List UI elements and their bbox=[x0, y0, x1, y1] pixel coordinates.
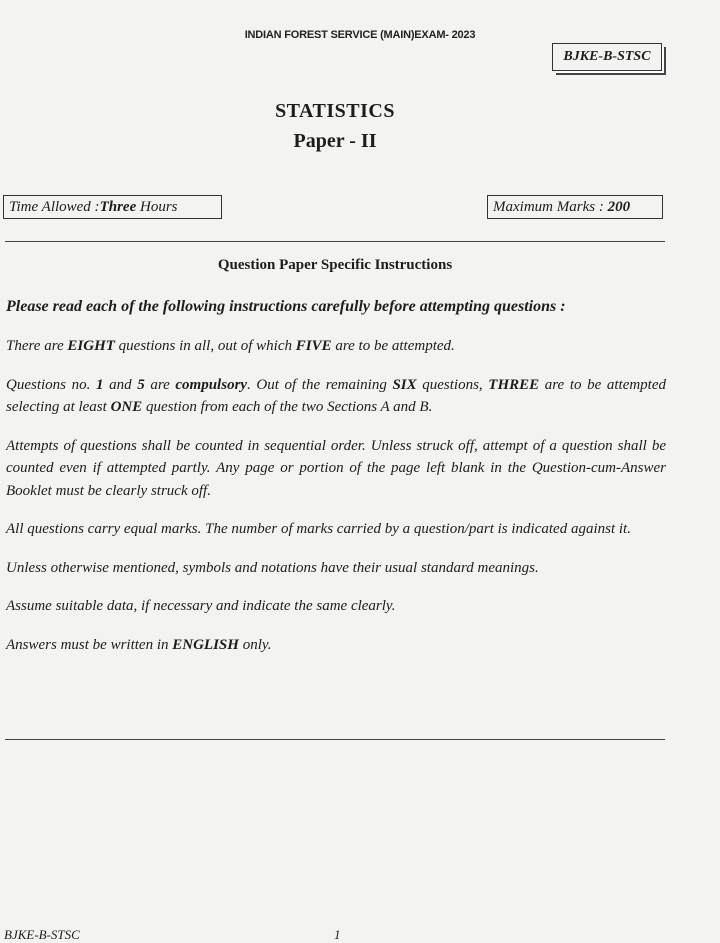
time-unit: Hours bbox=[136, 198, 178, 215]
marks-label: Maximum Marks : bbox=[493, 198, 608, 215]
divider-bottom bbox=[5, 739, 665, 740]
footer-booklet-code: BJKE-B-STSC bbox=[4, 927, 80, 942]
instruction-suitable-data: Assume suitable data, if necessary and indicate the same clearly. bbox=[6, 598, 396, 614]
instructions-list bbox=[6, 294, 666, 672]
divider-top bbox=[5, 241, 665, 242]
time-value: Three bbox=[99, 198, 137, 215]
footer-page-number: 1 bbox=[334, 927, 341, 942]
instructions-lead: Please read each of the following instructions carefully before attempting questions : bbox=[6, 298, 566, 315]
time-allowed-box bbox=[3, 195, 222, 219]
instruction-question-count: There are EIGHT questions in all, out of which FIVE are to be attempted. bbox=[6, 338, 455, 354]
instructions-heading: Question Paper Specific Instructions bbox=[217, 257, 453, 273]
subject-title: STATISTICS bbox=[275, 100, 395, 122]
exam-name-header: INDIAN FOREST SERVICE (MAIN)EXAM- 2023 bbox=[244, 29, 476, 41]
instruction-compulsory: Questions no. 1 and 5 are compulsory. Out of the remaining SIX questions, THREE are to be attempted selecting at least ONE question from each of the two Sections A and B. bbox=[6, 376, 667, 415]
instruction-notations: Unless otherwise mentioned, symbols and notations have their usual standard meanings. bbox=[6, 559, 539, 576]
booklet-code-box: BJKE-B-STSC bbox=[552, 43, 662, 71]
instruction-sequential-order: Attempts of questions shall be counted in sequential order. Unless struck off, attempt of a question shall be counted even if attempted partly. Any page or portion of the page left blank in the Question-cum-Answer Booklet must be clearly struck off. bbox=[6, 437, 666, 499]
instruction-equal-marks: All questions carry equal marks. The number of marks carried by a question/part is indicated against it. bbox=[6, 521, 631, 537]
marks-value: 200 bbox=[607, 198, 631, 215]
instruction-language: Answers must be written in ENGLISH only. bbox=[6, 636, 272, 653]
maximum-marks-box bbox=[487, 195, 663, 219]
time-label: Time Allowed : bbox=[9, 198, 100, 215]
paper-title: Paper - II bbox=[293, 130, 377, 152]
